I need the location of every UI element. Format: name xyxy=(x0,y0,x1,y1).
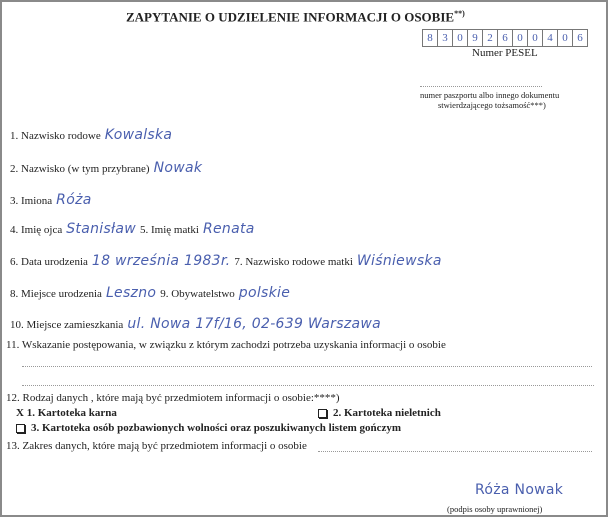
signature: Róża Nowak xyxy=(475,482,564,498)
field-value[interactable]: Kowalska xyxy=(104,127,173,143)
option-label: 3. Kartoteka osób pozbawionych wolności oraz poszukiwanych listem gończym xyxy=(31,422,402,434)
checkbox-unchecked[interactable] xyxy=(318,409,327,418)
pesel-label: Numer PESEL xyxy=(472,47,538,59)
field-birth xyxy=(10,252,442,270)
option-criminal-record[interactable] xyxy=(16,407,117,419)
option-label: 1. Kartoteka karna xyxy=(26,407,117,419)
pesel-digit[interactable]: 0 xyxy=(528,30,543,46)
pesel-digit[interactable]: 3 xyxy=(438,30,453,46)
option-label: 2. Kartoteka nieletnich xyxy=(333,407,441,419)
field-label: 2. Nazwisko (w tym przybrane) xyxy=(10,163,150,175)
field-value[interactable]: ul. Nowa 17f/16, 02-639 Warszawa xyxy=(127,316,381,332)
pesel-digit[interactable]: 6 xyxy=(498,30,513,46)
id-document-caption-1: numer paszportu albo innego dokumentu xyxy=(420,90,560,100)
field-label: 1. Nazwisko rodowe xyxy=(10,130,101,142)
field-label: 10. Miejsce zamieszkania xyxy=(10,319,124,331)
id-document-caption-2: stwierdzającego tożsamość***) xyxy=(438,100,546,110)
pesel-digit[interactable]: 8 xyxy=(423,30,438,46)
data-scope-line[interactable] xyxy=(318,451,592,452)
field-value[interactable]: Róża xyxy=(56,192,92,208)
field-label: 6. Data urodzenia xyxy=(10,256,88,268)
option-juvenile-record[interactable] xyxy=(318,407,441,419)
pesel-digit[interactable]: 9 xyxy=(468,30,483,46)
proceedings-line-1[interactable] xyxy=(22,366,592,367)
field-label: 7. Nazwisko rodowe matki xyxy=(234,256,353,268)
pesel-digit[interactable]: 2 xyxy=(483,30,498,46)
field-address xyxy=(10,315,381,333)
field-data-scope-label: 13. Zakres danych, które mają być przedmiotem informacji o osobie xyxy=(6,440,307,452)
field-proceedings-label: 11. Wskazanie postępowania, w związku z którym zachodzi potrzeba uzyskania informacji o osobie xyxy=(6,339,446,351)
field-maiden-name xyxy=(10,126,172,144)
field-parents xyxy=(10,220,255,238)
pesel-digit[interactable]: 6 xyxy=(577,32,583,44)
field-value[interactable]: Wiśniewska xyxy=(356,253,442,269)
signature-caption: (podpis osoby uprawnionej) xyxy=(447,504,543,514)
form-title: ZAPYTANIE O UDZIELENIE INFORMACJI O OSOBIE**) xyxy=(126,9,465,25)
pesel-digit[interactable]: 0 xyxy=(558,30,573,46)
proceedings-line-2[interactable] xyxy=(22,385,594,386)
option-prisoners-record[interactable] xyxy=(16,422,401,434)
pesel-digit[interactable]: 4 xyxy=(543,30,558,46)
pesel-digit[interactable]: 0 xyxy=(513,30,528,46)
field-value[interactable]: Stanisław xyxy=(66,221,136,237)
field-value[interactable]: Nowak xyxy=(153,160,203,176)
id-document-line[interactable] xyxy=(420,86,542,87)
field-label: 4. Imię ojca xyxy=(10,224,63,236)
field-label: 3. Imiona xyxy=(10,195,53,207)
checkbox-checked[interactable]: X xyxy=(16,407,24,419)
pesel-digit[interactable]: 0 xyxy=(453,30,468,46)
field-value[interactable]: polskie xyxy=(238,285,291,301)
field-label: 8. Miejsce urodzenia xyxy=(10,288,102,300)
field-first-names xyxy=(10,191,92,209)
field-surname xyxy=(10,159,202,177)
field-label: 9. Obywatelstwo xyxy=(160,288,235,300)
field-birthplace xyxy=(10,284,290,302)
field-data-type-label: 12. Rodzaj danych , które mają być przedmiotem informacji o osobie:****) xyxy=(6,392,340,404)
field-value[interactable]: 18 września 1983r. xyxy=(91,253,231,269)
checkbox-unchecked[interactable] xyxy=(16,424,25,433)
field-value[interactable]: Renata xyxy=(202,221,255,237)
pesel-boxes[interactable] xyxy=(422,29,588,47)
field-label: 5. Imię matki xyxy=(140,224,199,236)
field-value[interactable]: Leszno xyxy=(105,285,157,301)
